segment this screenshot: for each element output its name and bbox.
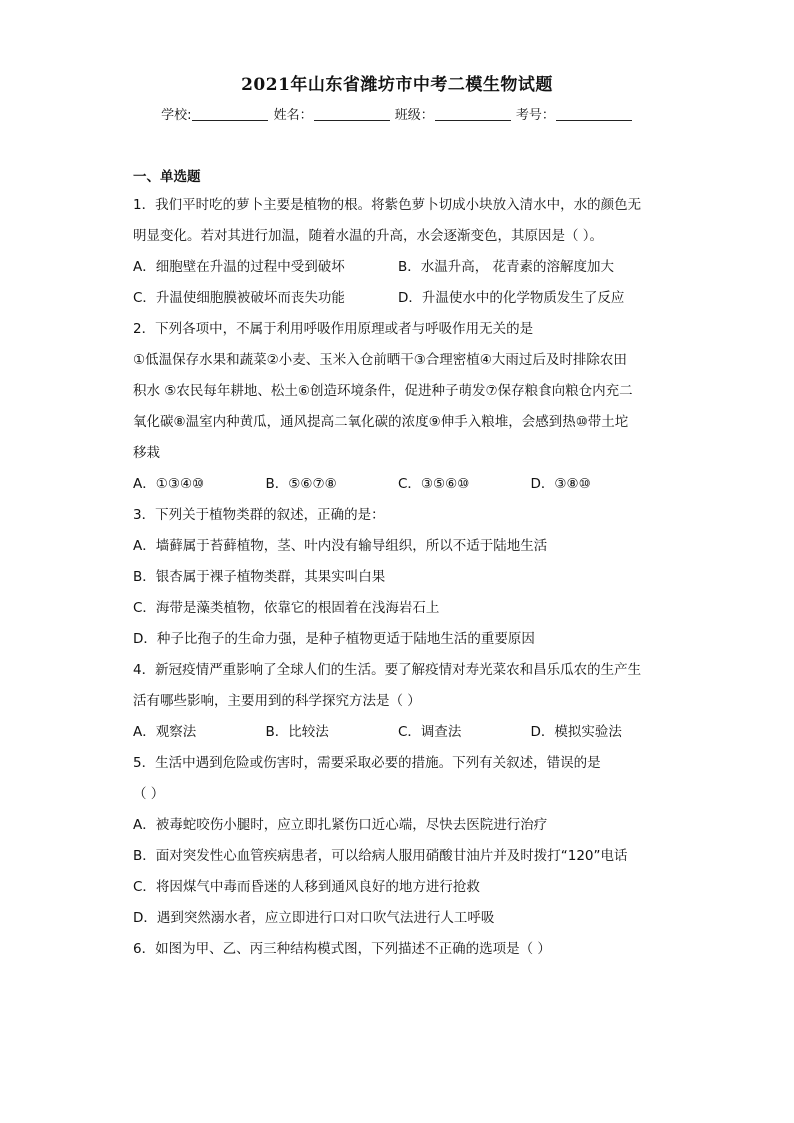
q2-option-c[interactable]: C．③⑤⑥⑩: [398, 476, 470, 492]
examno-label: 考号：: [515, 108, 555, 123]
q5-option-a[interactable]: A．被毒蛇咬伤小腿时，应立即扎紧伤口近心端，尽快去医院进行治疗: [133, 817, 548, 833]
q5-option-b[interactable]: B．面对突发性心血管疾病患者，可以给病人服用硝酸甘油片并及时拨打“120”电话: [133, 848, 628, 864]
q2-stem-line3: 积水 ⑤农民每年耕地、松土⑥创造环境条件，促进种子萌发⑦保存粮食向粮仓内充二: [133, 383, 633, 399]
q1-options-row1: [133, 252, 663, 283]
q4-option-c[interactable]: C．调查法: [398, 724, 462, 740]
q1-option-a[interactable]: A．细胞壁在升温的过程中受到破坏: [133, 259, 345, 275]
q2-stem-line5: 移栽: [133, 445, 160, 461]
question-list: [133, 190, 663, 965]
q1-option-c[interactable]: C．升温使细胞膜被破坏而丧失功能: [133, 290, 345, 306]
q4-option-b[interactable]: B．比较法: [265, 724, 329, 740]
q2-stem-line4: 氧化碳⑧温室内种黄瓜，通风提高二氧化碳的浓度⑨伸手入粮堆，会感到热⑩带土坨: [133, 414, 629, 430]
class-label: 班级：: [394, 108, 434, 123]
q1-stem-line2: 明显变化。若对其进行加温，随着水温的升高，水会逐渐变色，其原因是（ ）。: [133, 228, 604, 244]
q4-stem-line2: 活有哪些影响，主要用到的科学探究方法是（ ）: [133, 693, 421, 709]
q5-option-d[interactable]: D．遇到突然溺水者，应立即进行口对口吹气法进行人工呼吸: [133, 910, 495, 926]
name-label: 姓名：: [273, 108, 313, 123]
q1-option-d[interactable]: D．升温使水中的化学物质发生了反应: [398, 290, 625, 306]
q3-option-d[interactable]: D．种子比孢子的生命力强，是种子植物更适于陆地生活的重要原因: [133, 631, 535, 647]
q5-stem-line1: 5．生活中遇到危险或伤害时，需要采取必要的措施。下列有关叙述，错误的是: [133, 755, 601, 771]
q4-options: [133, 717, 663, 748]
q4-stem-line1: 4．新冠疫情严重影响了全球人们的生活。要了解疫情对寿光菜农和昌乐瓜农的生产生: [133, 662, 642, 678]
q2-stem-line1: 2．下列各项中，不属于利用呼吸作用原理或者与呼吸作用无关的是: [133, 321, 534, 337]
section-heading: 一、单选题: [133, 169, 201, 185]
q2-option-a[interactable]: A．①③④⑩: [133, 476, 205, 492]
q3-option-c[interactable]: C．海带是藻类植物，依靠它的根固着在浅海岩石上: [133, 600, 440, 616]
q4-option-a[interactable]: A．观察法: [133, 724, 197, 740]
q1-options-row2: [133, 283, 663, 314]
q3-option-a[interactable]: A．墙藓属于苔藓植物，茎、叶内没有输导组织，所以不适于陆地生活: [133, 538, 548, 554]
q5-option-c[interactable]: C．将因煤气中毒而昏迷的人移到通风良好的地方进行抢救: [133, 879, 480, 895]
name-blank[interactable]: [314, 106, 390, 121]
q1-option-b[interactable]: B．水温升高， 花青素的溶解度加大: [398, 259, 615, 275]
class-blank[interactable]: [435, 106, 511, 121]
q2-options: [133, 469, 663, 500]
examno-blank[interactable]: [556, 106, 632, 121]
q3-option-b[interactable]: B．银杏属于裸子植物类群，其果实叫白果: [133, 569, 386, 585]
school-label: 学校:: [161, 108, 192, 123]
q1-stem-line1: 1．我们平时吃的萝卜主要是植物的根。将紫色萝卜切成小块放入清水中，水的颜色无: [133, 197, 642, 213]
school-blank[interactable]: [192, 106, 268, 121]
q2-option-b[interactable]: B．⑤⑥⑦⑧: [265, 476, 337, 492]
student-info-line: [0, 104, 794, 123]
q2-stem-line2: ①低温保存水果和蔬菜②小麦、玉米入仓前晒干③合理密植④大雨过后及时排除农田: [133, 352, 627, 368]
q6-stem: 6．如图为甲、乙、丙三种结构模式图，下列描述不正确的选项是（ ）: [133, 941, 551, 957]
q4-option-d[interactable]: D．模拟实验法: [530, 724, 622, 740]
page-title: 2021年山东省潍坊市中考二模生物试题: [241, 75, 553, 95]
q5-stem-line2: （ ）: [133, 786, 165, 802]
q2-option-d[interactable]: D．③⑧⑩: [530, 476, 591, 492]
q3-stem: 3．下列关于植物类群的叙述，正确的是：: [133, 507, 385, 523]
